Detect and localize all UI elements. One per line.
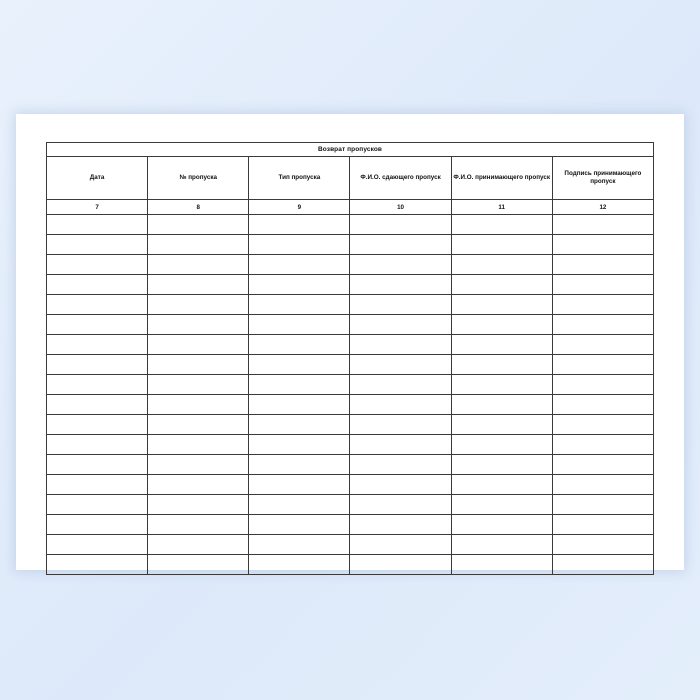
table-cell[interactable]	[552, 375, 653, 395]
column-header-receiver-signature: Подпись принимающего пропуск	[552, 157, 653, 200]
table-cell[interactable]	[249, 255, 350, 275]
table-cell[interactable]	[47, 295, 148, 315]
table-cell[interactable]	[451, 515, 552, 535]
table-cell[interactable]	[249, 475, 350, 495]
table-cell[interactable]	[451, 215, 552, 235]
table-cell[interactable]	[249, 315, 350, 335]
table-cell[interactable]	[47, 415, 148, 435]
table-cell[interactable]	[148, 255, 249, 275]
table-cell[interactable]	[350, 395, 451, 415]
table-cell[interactable]	[47, 455, 148, 475]
table-cell[interactable]	[451, 295, 552, 315]
table-cell[interactable]	[47, 375, 148, 395]
table-title: Возврат пропусков	[47, 143, 654, 157]
table-cell[interactable]	[350, 475, 451, 495]
table-cell[interactable]	[350, 235, 451, 255]
table-cell[interactable]	[350, 215, 451, 235]
table-cell[interactable]	[552, 215, 653, 235]
table-cell[interactable]	[148, 215, 249, 235]
table-cell[interactable]	[47, 215, 148, 235]
column-number-7: 7	[47, 200, 148, 215]
table-row[interactable]	[47, 355, 654, 375]
table-cell[interactable]	[47, 315, 148, 335]
table-cell[interactable]	[451, 475, 552, 495]
table-cell[interactable]	[552, 495, 653, 515]
table-cell[interactable]	[350, 375, 451, 395]
table-cell[interactable]	[552, 455, 653, 475]
table-cell[interactable]	[148, 555, 249, 575]
table-cell[interactable]	[350, 555, 451, 575]
table-cell[interactable]	[148, 415, 249, 435]
table-row[interactable]	[47, 215, 654, 235]
table-cell[interactable]	[47, 335, 148, 355]
table-cell[interactable]	[451, 255, 552, 275]
table-row[interactable]	[47, 515, 654, 535]
table-container	[46, 142, 654, 575]
table-cell[interactable]	[249, 435, 350, 455]
table-cell[interactable]	[47, 495, 148, 515]
table-cell[interactable]	[249, 395, 350, 415]
table-cell[interactable]	[249, 415, 350, 435]
table-cell[interactable]	[148, 315, 249, 335]
column-header-pass-type: Тип пропуска	[249, 157, 350, 200]
table-cell[interactable]	[552, 475, 653, 495]
table-row[interactable]	[47, 315, 654, 335]
table-cell[interactable]	[249, 235, 350, 255]
table-cell[interactable]	[451, 535, 552, 555]
table-cell[interactable]	[451, 355, 552, 375]
table-row[interactable]	[47, 555, 654, 575]
table-cell[interactable]	[350, 535, 451, 555]
table-row[interactable]	[47, 395, 654, 415]
document-page	[16, 114, 684, 570]
table-row[interactable]	[47, 455, 654, 475]
table-cell[interactable]	[552, 535, 653, 555]
table-cell[interactable]	[350, 315, 451, 335]
table-row[interactable]	[47, 495, 654, 515]
table-cell[interactable]	[350, 415, 451, 435]
table-cell[interactable]	[552, 235, 653, 255]
column-number-12: 12	[552, 200, 653, 215]
column-header-date: Дата	[47, 157, 148, 200]
table-cell[interactable]	[148, 515, 249, 535]
table-row[interactable]	[47, 335, 654, 355]
table-row[interactable]	[47, 295, 654, 315]
table-header-row	[47, 157, 654, 200]
table-cell[interactable]	[451, 435, 552, 455]
column-number-11: 11	[451, 200, 552, 215]
table-cell[interactable]	[249, 335, 350, 355]
table-cell[interactable]	[552, 275, 653, 295]
table-row[interactable]	[47, 375, 654, 395]
table-cell[interactable]	[451, 275, 552, 295]
table-cell[interactable]	[451, 395, 552, 415]
table-cell[interactable]	[47, 275, 148, 295]
table-cell[interactable]	[350, 255, 451, 275]
column-header-receiver-name: Ф.И.О. принимающего пропуск	[451, 157, 552, 200]
table-cell[interactable]	[47, 535, 148, 555]
table-cell[interactable]	[148, 535, 249, 555]
table-cell[interactable]	[47, 255, 148, 275]
table-cell[interactable]	[350, 515, 451, 535]
table-cell[interactable]	[47, 355, 148, 375]
table-cell[interactable]	[350, 295, 451, 315]
table-title-row	[47, 143, 654, 157]
table-cell[interactable]	[552, 295, 653, 315]
table-cell[interactable]	[148, 455, 249, 475]
table-row[interactable]	[47, 235, 654, 255]
table-cell[interactable]	[249, 555, 350, 575]
table-cell[interactable]	[350, 495, 451, 515]
table-cell[interactable]	[249, 495, 350, 515]
table-cell[interactable]	[148, 295, 249, 315]
table-cell[interactable]	[148, 375, 249, 395]
table-cell[interactable]	[451, 555, 552, 575]
table-cell[interactable]	[249, 535, 350, 555]
table-cell[interactable]	[552, 435, 653, 455]
table-cell[interactable]	[148, 335, 249, 355]
table-cell[interactable]	[249, 215, 350, 235]
table-cell[interactable]	[552, 395, 653, 415]
column-number-8: 8	[148, 200, 249, 215]
table-cell[interactable]	[249, 455, 350, 475]
table-body	[47, 215, 654, 575]
table-cell[interactable]	[148, 435, 249, 455]
table-cell[interactable]	[148, 275, 249, 295]
table-cell[interactable]	[451, 315, 552, 335]
table-cell[interactable]	[451, 495, 552, 515]
table-cell[interactable]	[47, 475, 148, 495]
table-cell[interactable]	[47, 555, 148, 575]
table-cell[interactable]	[47, 435, 148, 455]
table-row[interactable]	[47, 275, 654, 295]
table-cell[interactable]	[350, 455, 451, 475]
table-cell[interactable]	[350, 435, 451, 455]
table-row[interactable]	[47, 435, 654, 455]
table-cell[interactable]	[148, 355, 249, 375]
table-cell[interactable]	[249, 295, 350, 315]
table-cell[interactable]	[249, 515, 350, 535]
table-cell[interactable]	[148, 475, 249, 495]
table-cell[interactable]	[249, 275, 350, 295]
table-cell[interactable]	[148, 495, 249, 515]
table-cell[interactable]	[451, 335, 552, 355]
table-cell[interactable]	[552, 415, 653, 435]
table-cell[interactable]	[350, 335, 451, 355]
column-number-row	[47, 200, 654, 215]
table-cell[interactable]	[552, 255, 653, 275]
table-cell[interactable]	[451, 375, 552, 395]
table-cell[interactable]	[552, 515, 653, 535]
table-cell[interactable]	[451, 235, 552, 255]
table-cell[interactable]	[249, 355, 350, 375]
column-header-pass-number: № пропуска	[148, 157, 249, 200]
table-cell[interactable]	[552, 555, 653, 575]
table-cell[interactable]	[350, 275, 451, 295]
table-cell[interactable]	[148, 395, 249, 415]
table-cell[interactable]	[47, 395, 148, 415]
table-row[interactable]	[47, 535, 654, 555]
table-cell[interactable]	[249, 375, 350, 395]
table-cell[interactable]	[148, 235, 249, 255]
column-number-10: 10	[350, 200, 451, 215]
table-cell[interactable]	[552, 355, 653, 375]
table-cell[interactable]	[552, 335, 653, 355]
table-cell[interactable]	[451, 455, 552, 475]
pass-return-table	[46, 142, 654, 575]
table-cell[interactable]	[552, 315, 653, 335]
table-row[interactable]	[47, 255, 654, 275]
column-number-9: 9	[249, 200, 350, 215]
table-row[interactable]	[47, 415, 654, 435]
table-row[interactable]	[47, 475, 654, 495]
table-cell[interactable]	[47, 515, 148, 535]
table-cell[interactable]	[350, 355, 451, 375]
table-cell[interactable]	[451, 415, 552, 435]
column-header-submitter-name: Ф.И.О. сдающего пропуск	[350, 157, 451, 200]
table-cell[interactable]	[47, 235, 148, 255]
